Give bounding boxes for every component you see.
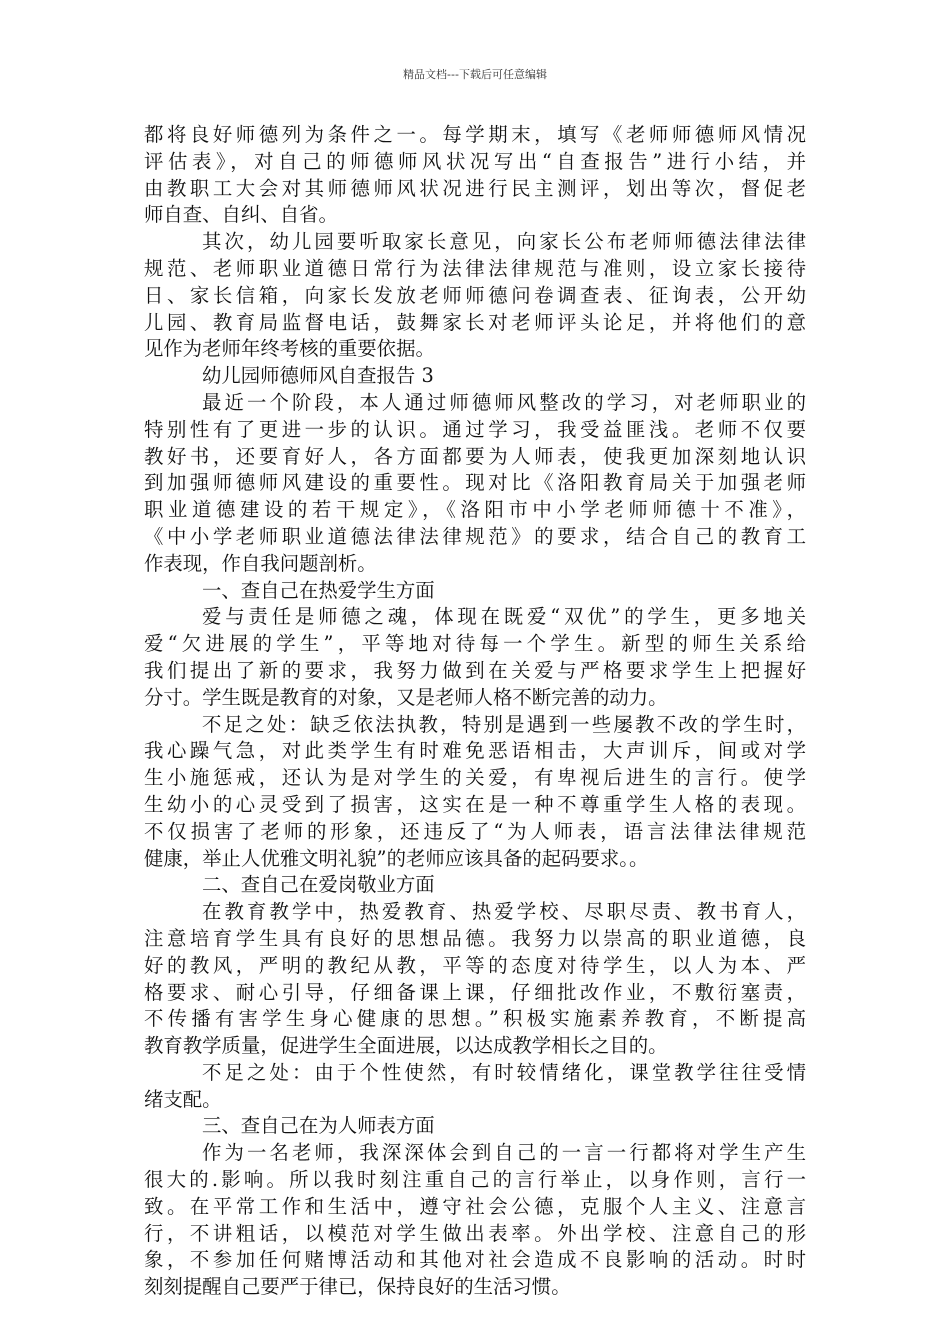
text-line: 好的教风，严明的教纪从教，平等的态度对待学生，以人为本、严	[144, 953, 806, 977]
text-line: 在教育教学中，热爱教育、热爱学校、尽职尽责、教书育人，	[202, 900, 806, 924]
text-line: 分寸。学生既是教育的对象，又是老师人格不断完善的动力。	[144, 685, 668, 709]
text-line: 注意培育学生具有良好的思想品德。我努力以崇高的职业道德，良	[144, 926, 806, 950]
text-line: 日、家长信箱，向家长发放老师师德问卷调查表、征询表，公开幼	[144, 283, 806, 307]
text-line: 《中小学老师职业道德法律法律规范》的要求，结合自己的教育工	[144, 524, 806, 548]
text-line: 不足之处：由于个性使然，有时较情绪化，课堂教学往往受情	[202, 1060, 806, 1084]
text-line: 三、查自己在为人师表方面	[202, 1114, 435, 1138]
text-line: 不足之处：缺乏依法执教，特别是遇到一些屡教不改的学生时，	[202, 712, 806, 736]
text-line: 职业道德建设的若干规定》，《洛阳市中小学老师师德十不准》，	[144, 498, 806, 522]
text-line: 作为一名老师，我深深体会到自己的一言一行都将对学生产生	[202, 1141, 806, 1165]
text-line: 其次，幼儿园要听取家长意见，向家长公布老师师德法律法律	[202, 230, 806, 254]
text-line: 不仅损害了老师的形象，还违反了“为人师表，语言法律法律规范	[144, 819, 806, 843]
text-line: 儿园、教育局监督电话，鼓舞家长对老师评头论足，并将他们的意	[144, 310, 806, 334]
text-line: 格要求、耐心引导，仔细备课上课，仔细批改作业，不敷衍塞责，	[144, 980, 806, 1004]
text-line: 到加强师德师风建设的重要性。现对比《洛阳教育局关于加强老师	[144, 471, 806, 495]
text-line: 生小施惩戒，还认为是对学生的关爱，有卑视后进生的言行。使学	[144, 766, 806, 790]
document-body	[144, 122, 806, 1301]
text-line: 行，不讲粗话，以模范对学生做出表率。外出学校、注意自己的形	[144, 1221, 806, 1245]
text-line: 教育教学质量，促进学生全面进展，以达成教学相长之目的。	[144, 1034, 668, 1058]
text-line: 生幼小的心灵受到了损害，这实在是一种不尊重学生人格的表现。	[144, 792, 806, 816]
text-line: 幼儿园师德师风自查报告 3	[202, 364, 434, 388]
text-line: 作表现，作自我问题剖析。	[144, 551, 377, 575]
text-line: 特别性有了更进一步的认识。通过学习，我受益匪浅。老师不仅要	[144, 417, 806, 441]
text-line: 二、查自己在爱岗敬业方面	[202, 873, 435, 897]
text-line: 师自查、自纠、自省。	[144, 203, 338, 227]
text-line: 评估表》，对自己的师德师风状况写出“自查报告”进行小结，并	[144, 149, 806, 173]
text-line: 最近一个阶段，本人通过师德师风整改的学习，对老师职业的	[202, 390, 806, 414]
text-line: 很大的.影响。所以我时刻注重自己的言行举止，以身作则，言行一	[144, 1168, 806, 1192]
text-line: 见作为老师年终考核的重要依据。	[144, 337, 435, 361]
text-line: 致。在平常工作和生活中，遵守社会公德，克服个人主义、注意言	[144, 1194, 806, 1218]
text-line: 我心躁气急，对此类学生有时难免恶语相击，大声训斥，间或对学	[144, 739, 806, 763]
text-line: 由教职工大会对其师德师风状况进行民主测评，划出等次，督促老	[144, 176, 806, 200]
text-line: 一、查自己在热爱学生方面	[202, 578, 435, 602]
text-line: 教好书，还要育好人，各方面都要为人师表，使我更加深刻地认识	[144, 444, 806, 468]
text-line: 规范、老师职业道德日常行为法律法律规范与准则，设立家长接待	[144, 256, 806, 280]
text-line: 刻刻提醒自己要严于律已，保持良好的生活习惯。	[144, 1275, 571, 1299]
text-line: 绪支配。	[144, 1087, 222, 1111]
text-line: 爱“欠进展的学生”，平等地对待每一个学生。新型的师生关系给	[144, 632, 806, 656]
text-line: 健康，举止人优雅文明礼貌”的老师应该具备的起码要求。。	[144, 846, 649, 870]
page-header: 精品文档---下载后可任意编辑	[403, 68, 547, 81]
text-line: 都将良好师德列为条件之一。每学期末，填写《老师师德师风情况	[144, 123, 806, 146]
text-line: 我们提出了新的要求，我努力做到在关爱与严格要求学生上把握好	[144, 658, 806, 682]
text-line: 不传播有害学生身心健康的思想。”积极实施素养教育，不断提高	[144, 1007, 806, 1031]
text-line: 爱与责任是师德之魂，体现在既爱“双优”的学生，更多地关	[202, 605, 806, 629]
text-line: 象，不参加任何赌博活动和其他对社会造成不良影响的活动。时时	[144, 1248, 806, 1272]
